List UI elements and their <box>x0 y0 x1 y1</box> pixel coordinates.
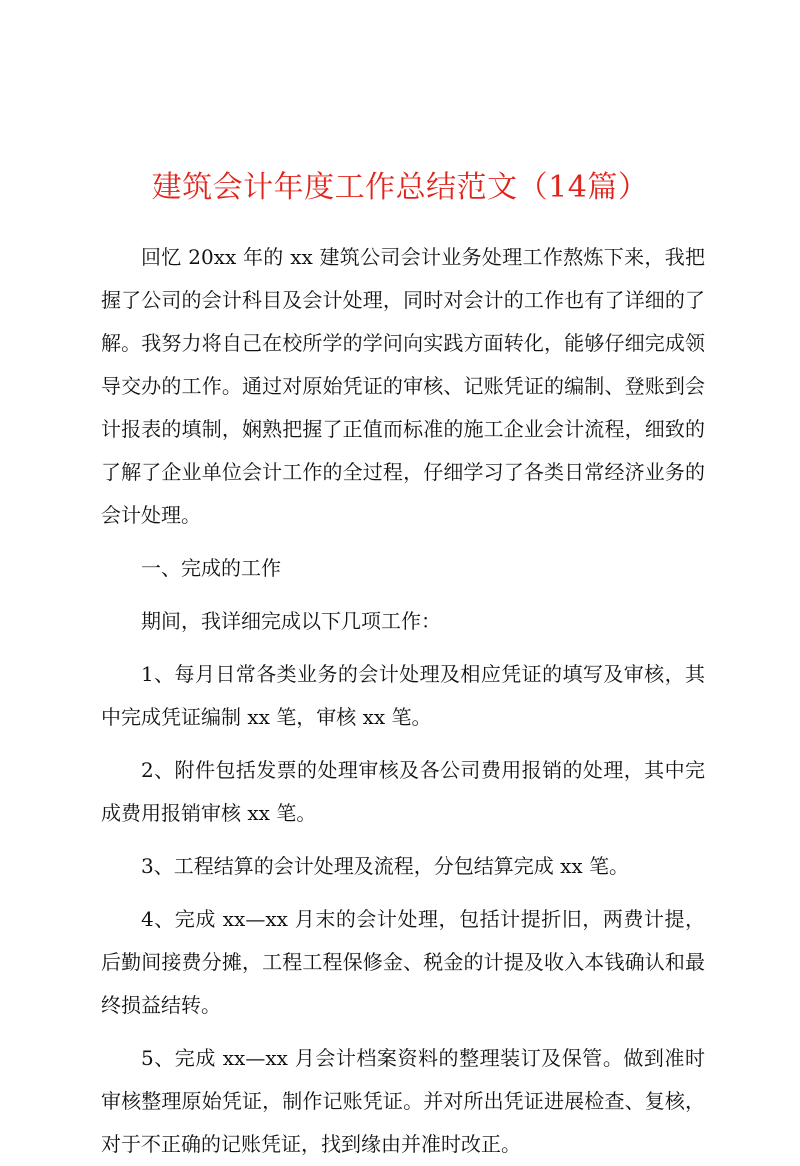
document-title: 建筑会计年度工作总结范文（14篇） <box>151 170 649 205</box>
document-body <box>101 236 705 1166</box>
list-item-2: 2、附件包括发票的处理审核及各公司费用报销的处理，其中完成费用报销审核 xx 笔。 <box>101 758 705 825</box>
list-item-3: 3、工程结算的会计处理及流程，分包结算完成 xx 笔。 <box>141 854 629 878</box>
paragraph-period-summary: 期间，我详细完成以下几项工作： <box>141 609 441 633</box>
paragraph-intro: 回忆 20xx 年的 xx 建筑公司会计业务处理工作熬炼下来，我把握了公司的会计科目及会计处理，同时对会计的工作也有了详细的了解。我努力将自己在校所学的学问向实践方面转化，能够仔细完成领导交办的工作。通过对原始凭证的审核、记账凭证的编制、登账到会计报表的填制，娴熟把握了正值而标准的施工企业会计流程，细致的了解了企业单位会计工作的全过程，仔细学习了各类日常经济业务的会计处理。 <box>101 245 705 527</box>
list-item-4: 4、完成 xx—xx 月末的会计处理，包括计提折旧，两费计提，后勤间接费分摊，工程工程保修金、税金的计提及收入本钱确认和最终损益结转。 <box>101 907 705 1017</box>
section-heading-completed-work: 一、完成的工作 <box>141 556 281 580</box>
list-item-5: 5、完成 xx—xx 月会计档案资料的整理装订及保管。做到准时审核整理原始凭证，制作记账凭证。并对所出凭证进展检查、复核，对于不正确的记账凭证，找到缘由并准时改正。 <box>101 1046 705 1156</box>
list-item-1: 1、每月日常各类业务的会计处理及相应凭证的填写及审核，其中完成凭证编制 xx 笔，审核 xx 笔。 <box>101 662 705 729</box>
